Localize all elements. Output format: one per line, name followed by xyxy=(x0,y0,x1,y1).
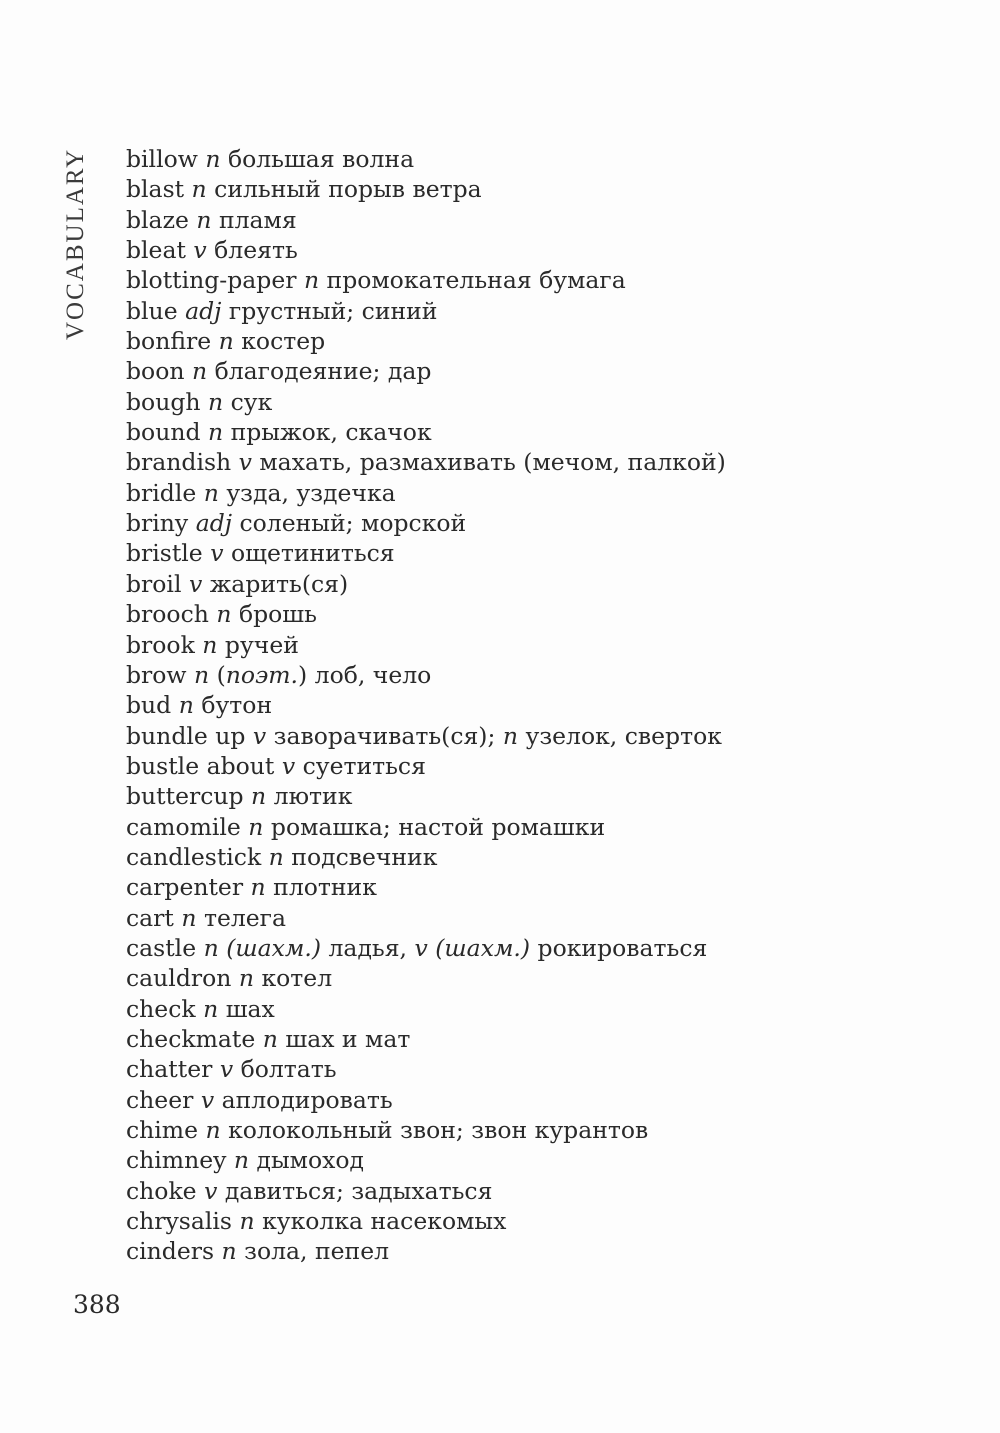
entry-text: brook xyxy=(126,630,203,659)
vocabulary-entry xyxy=(126,630,946,660)
entry-italic-text: n xyxy=(502,721,519,750)
entry-italic-text: adj xyxy=(195,509,233,538)
vocabulary-entry xyxy=(126,478,946,508)
entry-text: bristle xyxy=(126,539,211,568)
entry-text: плотник xyxy=(265,873,377,902)
entry-text: bundle up xyxy=(126,721,253,750)
vocabulary-list xyxy=(126,144,946,1267)
entry-text: candlestick xyxy=(126,842,269,871)
vocabulary-entry xyxy=(126,1024,946,1054)
entry-text: brow xyxy=(126,660,195,689)
entry-text: куколка насекомых xyxy=(254,1207,507,1236)
entry-text: billow xyxy=(126,145,206,173)
vocabulary-entry xyxy=(126,235,946,265)
entry-text: brandish xyxy=(126,448,239,477)
entry-text: chimney xyxy=(126,1146,234,1175)
vocabulary-entry xyxy=(126,508,946,538)
vocabulary-entry xyxy=(126,417,946,447)
vocabulary-entry xyxy=(126,387,946,417)
entry-italic-text: n xyxy=(202,630,218,659)
entry-text: сильный порыв ветра xyxy=(206,175,482,204)
entry-italic-text: n xyxy=(250,873,266,902)
vocabulary-entry xyxy=(126,872,946,902)
entry-italic-text: v xyxy=(252,721,267,750)
entry-text: давиться; задыхаться xyxy=(217,1176,493,1205)
vocabulary-entry xyxy=(126,721,946,751)
vocabulary-entry xyxy=(126,842,946,872)
vocabulary-entry xyxy=(126,1236,946,1266)
vocabulary-entry xyxy=(126,903,946,933)
entry-text: ручей xyxy=(217,630,299,659)
entry-text: cart xyxy=(126,903,182,932)
entry-text: castle xyxy=(126,933,204,962)
entry-italic-text: n xyxy=(196,205,212,234)
vocabulary-entry xyxy=(126,296,946,326)
vocabulary-entry xyxy=(126,326,946,356)
entry-text: bustle about xyxy=(126,751,282,780)
entry-text: bound xyxy=(126,418,208,447)
entry-text: boon xyxy=(126,357,192,386)
vocabulary-entry xyxy=(126,781,946,811)
entry-text: bleat xyxy=(126,236,194,265)
entry-italic-text: v xyxy=(210,539,224,568)
entry-text: bonfire xyxy=(126,327,219,356)
vocabulary-entry xyxy=(126,1176,946,1206)
entry-text: дымоход xyxy=(249,1146,364,1175)
entry-italic-text: n xyxy=(268,842,284,871)
entry-text: суетиться xyxy=(295,751,426,780)
entry-text: жарить(ся) xyxy=(202,569,349,598)
entry-italic-text: n xyxy=(205,145,221,173)
entry-text: грустный; синий xyxy=(221,296,438,325)
entry-italic-text: v xyxy=(219,1055,234,1084)
entry-italic-text: n xyxy=(194,660,210,689)
vocabulary-entry xyxy=(126,1054,946,1084)
entry-text: cauldron xyxy=(126,964,239,993)
entry-text: соленый; морской xyxy=(232,509,467,538)
entry-text: blaze xyxy=(126,205,197,234)
entry-text: chrysalis xyxy=(126,1207,240,1236)
entry-text: прыжок, скачок xyxy=(223,418,432,447)
entry-italic-text: n xyxy=(251,782,267,811)
entry-italic-text: n xyxy=(303,266,320,295)
entry-text: благодеяние; дар xyxy=(207,357,432,386)
vocabulary-entry xyxy=(126,1145,946,1175)
entry-text: бутон xyxy=(193,691,273,720)
entry-text: briny xyxy=(126,509,196,538)
entry-italic-text: поэт. xyxy=(225,660,298,689)
entry-italic-text: n xyxy=(207,387,224,416)
entry-italic-text: n xyxy=(191,357,208,386)
vocabulary-entry xyxy=(126,1085,946,1115)
vocabulary-entry xyxy=(126,751,946,781)
entry-text: choke xyxy=(126,1176,205,1205)
entry-italic-text: v xyxy=(200,1085,215,1114)
entry-italic-text: n xyxy=(216,600,232,629)
entry-text: пламя xyxy=(211,205,297,234)
entry-italic-text: n xyxy=(203,994,219,1023)
entry-italic-text: (шахм.) xyxy=(226,933,322,962)
entry-text: зола, пепел xyxy=(236,1237,390,1266)
entry-text: cinders xyxy=(126,1237,222,1266)
entry-italic-text: n xyxy=(233,1146,250,1175)
entry-text: blast xyxy=(126,175,192,204)
entry-italic-text: n xyxy=(205,1116,221,1144)
entry-text: костер xyxy=(233,327,326,356)
entry-text: bridle xyxy=(126,478,204,507)
entry-text: carpenter xyxy=(126,873,251,902)
entry-text: chatter xyxy=(126,1055,220,1084)
vocabulary-entry xyxy=(126,812,946,842)
entry-italic-text: v xyxy=(188,569,203,598)
vocabulary-entry xyxy=(126,690,946,720)
entry-italic-text: v xyxy=(414,933,428,962)
entry-italic-text: v xyxy=(238,448,252,477)
entry-text: bough xyxy=(126,387,208,416)
vocabulary-entry xyxy=(126,205,946,235)
entry-italic-text: n xyxy=(239,1207,255,1236)
vocabulary-entry xyxy=(126,994,946,1024)
vocabulary-entry xyxy=(126,265,946,295)
entry-text: ладья, xyxy=(321,933,415,962)
entry-text: колокольный звон; звон курантов xyxy=(220,1116,649,1144)
vocabulary-entry xyxy=(126,660,946,690)
entry-text: лютик xyxy=(266,782,353,811)
entry-italic-text: n xyxy=(191,175,207,204)
vocabulary-entry xyxy=(126,1206,946,1236)
entry-text: аплодировать xyxy=(214,1085,393,1114)
entry-italic-text: n xyxy=(262,1024,278,1053)
entry-text: болтать xyxy=(233,1055,337,1084)
entry-italic-text: n xyxy=(178,691,194,720)
entry-text: заворачивать(ся); xyxy=(266,721,503,750)
entry-text: ) лоб, чело xyxy=(298,660,432,689)
entry-italic-text: v xyxy=(281,751,296,780)
entry-italic-text: n xyxy=(238,964,254,993)
entry-text: котел xyxy=(254,964,333,993)
entry-text: bud xyxy=(126,691,179,720)
entry-text: ромашка; настой ромашки xyxy=(263,812,606,841)
vocabulary-entry xyxy=(126,538,946,568)
entry-text: шах xyxy=(218,994,275,1023)
vocabulary-entry xyxy=(126,144,946,174)
entry-text: brooch xyxy=(126,600,217,629)
entry-italic-text: n xyxy=(203,933,219,962)
entry-text: broil xyxy=(126,569,189,598)
entry-text: промокательная бумага xyxy=(319,266,626,295)
entry-text: шах и мат xyxy=(277,1024,411,1053)
entry-text: большая волна xyxy=(220,145,415,173)
section-label: VOCABULARY xyxy=(62,147,89,340)
entry-text: chime xyxy=(126,1116,206,1144)
vocabulary-entry xyxy=(126,933,946,963)
entry-text: blue xyxy=(126,296,186,325)
entry-italic-text: v xyxy=(193,236,207,265)
entry-italic-text: n xyxy=(203,478,219,507)
entry-text: махать, размахивать (мечом, палкой) xyxy=(251,448,726,477)
vocabulary-entry xyxy=(126,599,946,629)
vocabulary-entry xyxy=(126,447,946,477)
entry-text: blotting-paper xyxy=(126,266,304,295)
entry-text: узда, уздечка xyxy=(218,478,396,507)
entry-italic-text: n xyxy=(248,812,264,841)
entry-italic-text: n xyxy=(181,903,197,932)
entry-text: сук xyxy=(223,387,273,416)
vocabulary-entry xyxy=(126,1115,946,1145)
entry-text: cheer xyxy=(126,1085,201,1114)
vocabulary-entry xyxy=(126,174,946,204)
entry-text: рокироваться xyxy=(530,933,708,962)
entry-italic-text: adj xyxy=(185,296,222,325)
entry-italic-text: n xyxy=(218,327,234,356)
vocabulary-entry xyxy=(126,569,946,599)
entry-text: блеять xyxy=(206,236,298,265)
entry-text: camomile xyxy=(126,812,249,841)
entry-text: ощетиниться xyxy=(223,539,395,568)
entry-text: брошь xyxy=(231,600,317,629)
entry-italic-text: v xyxy=(204,1176,218,1205)
entry-text: checkmate xyxy=(126,1024,263,1053)
vocabulary-entry xyxy=(126,963,946,993)
page-number: 388 xyxy=(73,1290,121,1319)
entry-text: buttercup xyxy=(126,782,252,811)
vocabulary-entry xyxy=(126,356,946,386)
entry-text: check xyxy=(126,994,204,1023)
entry-text: телега xyxy=(196,903,287,932)
entry-italic-text: (шахм.) xyxy=(435,933,531,962)
entry-text: узелок, сверток xyxy=(518,721,722,750)
entry-italic-text: n xyxy=(207,418,224,447)
entry-text: ( xyxy=(209,660,226,689)
entry-text: подсвечник xyxy=(283,842,438,871)
entry-italic-text: n xyxy=(221,1237,237,1266)
